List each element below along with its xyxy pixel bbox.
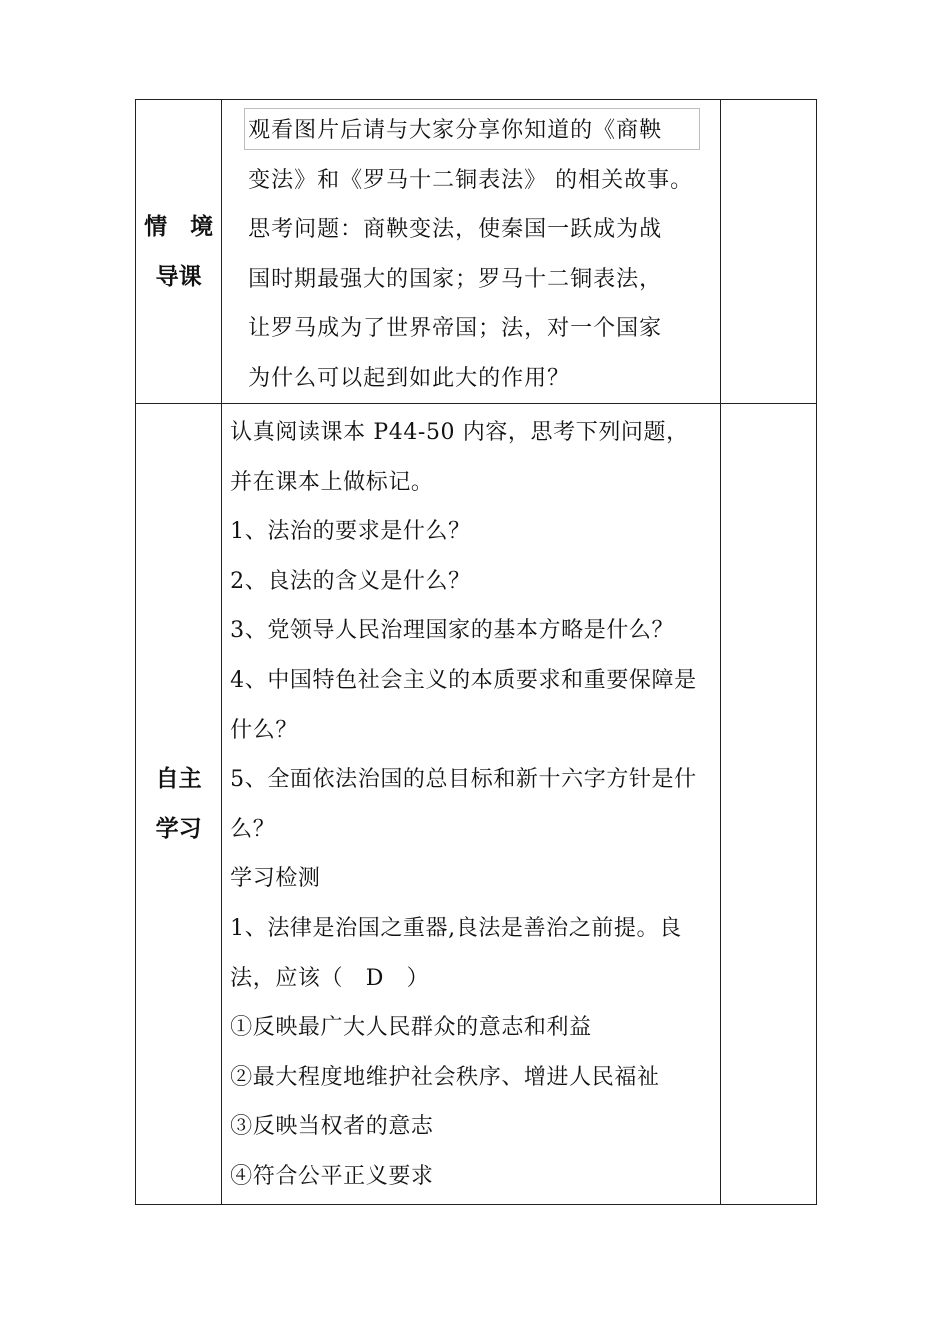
intro-text-block: [244, 106, 700, 403]
intro-line: 让罗马成为了世界帝国；法，对一个国家: [248, 316, 663, 341]
question-item: 什么？: [230, 717, 298, 743]
lesson-plan-table: [135, 99, 817, 1205]
intro-line: 为什么可以起到如此大的作用？: [248, 365, 571, 391]
study-line: 并在课本上做标记。: [230, 469, 434, 495]
study-section-label: [136, 754, 221, 854]
intro-label-cell: [136, 100, 222, 404]
study-line: 认真阅读课本 P44-50 内容，思考下列问题，: [230, 420, 689, 445]
intro-label-line2: 导课: [155, 263, 202, 290]
study-notes-cell: [720, 404, 816, 1205]
study-label-line1: 自主: [155, 766, 202, 792]
intro-label-line1: 情 境: [144, 213, 214, 240]
quiz-option: ③反映当权者的意志: [230, 1114, 434, 1140]
quiz-option: ④符合公平正义要求: [230, 1163, 434, 1189]
quiz-question: 1、法律是治国之重器,良法是善治之前提。良: [230, 915, 682, 941]
quiz-option: ②最大程度地维护社会秩序、增进人民福祉: [230, 1064, 660, 1090]
question-item: 5、全面依法治国的总目标和新十六字方针是什: [230, 767, 697, 793]
study-label-cell: [136, 404, 222, 1205]
study-row: [136, 404, 817, 1205]
question-item: 么？: [230, 816, 276, 842]
intro-notes-cell: [720, 100, 816, 404]
intro-line: 变法》和《罗马十二铜表法》 的相关故事。: [248, 167, 694, 193]
question-item: 3、党领导人民治理国家的基本方略是什么？: [230, 618, 675, 644]
quiz-question: 法，应该（ D ）: [230, 965, 430, 991]
question-item: 2、良法的含义是什么？: [230, 568, 471, 594]
intro-section-label: [136, 202, 221, 302]
intro-row: [136, 100, 817, 404]
intro-line: 思考问题：商鞅变法，使秦国一跃成为战: [248, 217, 663, 242]
quiz-option: ①反映最广大人民群众的意志和利益: [230, 1015, 592, 1041]
quiz-heading: 学习检测: [230, 866, 321, 892]
intro-line: 国时期最强大的国家；罗马十二铜表法，: [248, 266, 663, 292]
study-content-cell: [222, 404, 721, 1205]
intro-content-cell: [222, 100, 721, 404]
study-label-line2: 学习: [155, 816, 202, 842]
question-item: 1、法治的要求是什么？: [230, 519, 471, 545]
question-item: 4、中国特色社会主义的本质要求和重要保障是: [230, 667, 697, 693]
intro-line: 观看图片后请与大家分享你知道的《商鞅: [248, 118, 663, 143]
study-text-block: [222, 404, 720, 1202]
